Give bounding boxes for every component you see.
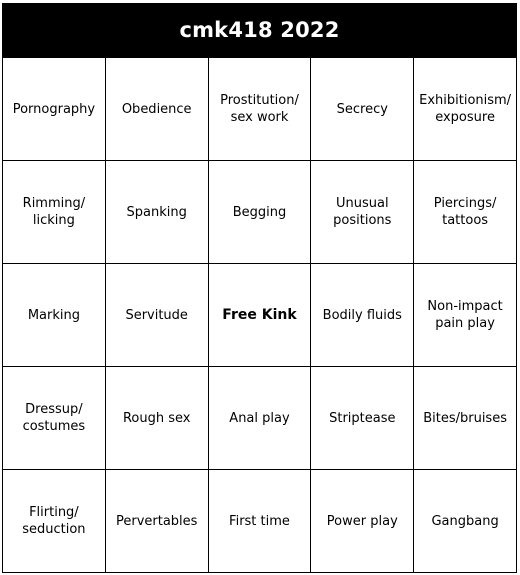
bingo-free-cell: Free Kink (209, 264, 312, 367)
bingo-cell: Secrecy (311, 58, 414, 161)
bingo-cell: Flirting/ seduction (3, 470, 106, 573)
bingo-cell: Begging (209, 161, 312, 264)
bingo-cell: Unusual positions (311, 161, 414, 264)
bingo-cell: Power play (311, 470, 414, 573)
bingo-cell: Marking (3, 264, 106, 367)
bingo-cell: Obedience (106, 58, 209, 161)
bingo-cell: First time (209, 470, 312, 573)
bingo-cell: Pornography (3, 58, 106, 161)
bingo-cell: Exhibitionism/ exposure (414, 58, 517, 161)
bingo-cell: Bites/bruises (414, 367, 517, 470)
bingo-cell: Rimming/ licking (3, 161, 106, 264)
bingo-cell: Non-impact pain play (414, 264, 517, 367)
bingo-cell: Prostitution/ sex work (209, 58, 312, 161)
bingo-cell: Striptease (311, 367, 414, 470)
bingo-cell: Pervertables (106, 470, 209, 573)
bingo-cell: Rough sex (106, 367, 209, 470)
bingo-cell: Servitude (106, 264, 209, 367)
bingo-cell: Bodily fluids (311, 264, 414, 367)
bingo-cell: Dressup/ costumes (3, 367, 106, 470)
bingo-cell: Piercings/ tattoos (414, 161, 517, 264)
bingo-cell: Gangbang (414, 470, 517, 573)
bingo-grid (2, 57, 517, 573)
card-title: cmk418 2022 (2, 3, 517, 57)
bingo-cell: Anal play (209, 367, 312, 470)
bingo-cell: Spanking (106, 161, 209, 264)
bingo-card (2, 3, 517, 572)
